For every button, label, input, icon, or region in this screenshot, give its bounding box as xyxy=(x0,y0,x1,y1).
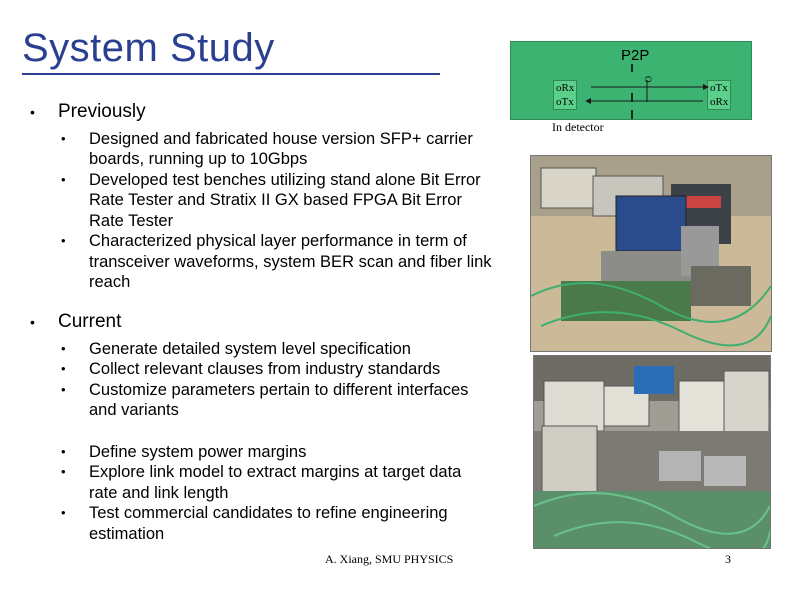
section-heading: • Current xyxy=(30,312,494,333)
box-label: oTx xyxy=(710,82,728,94)
slide-title: System Study xyxy=(22,26,275,70)
list-item: • Test commercial candidates to refine engineering estimation xyxy=(30,503,494,544)
box-label: oTx xyxy=(556,96,574,108)
footer-author: A. Xiang, SMU PHYSICS xyxy=(325,552,454,566)
page-number: 3 xyxy=(725,552,731,566)
list-item: • Customize parameters pertain to different interfaces and variants xyxy=(30,380,494,421)
fiber-link-lines xyxy=(511,42,751,119)
list-item: • Developed test benches utilizing stand alone Bit Error Rate Tester and Stratix II GX based FPGA Bit Error Rate Tester xyxy=(30,170,494,232)
section-current xyxy=(30,312,494,544)
p2p-diagram xyxy=(510,41,752,120)
title-underline xyxy=(22,73,440,75)
section-previously xyxy=(30,102,494,293)
connector-label: O xyxy=(643,76,653,83)
list-item: • Generate detailed system level specification xyxy=(30,339,494,360)
diagram-caption: In detector xyxy=(552,120,604,134)
list-item: • Collect relevant clauses from industry standards xyxy=(30,359,494,380)
list-item: • Define system power margins xyxy=(30,442,494,463)
test-bench-photo xyxy=(530,155,772,352)
section-heading: • Previously xyxy=(30,102,494,123)
list-item: • Designed and fabricated house version SFP+ carrier boards, running up to 10Gbps xyxy=(30,129,494,170)
list-item: • Characterized physical layer performance in term of transceiver waveforms, system BER scan and fiber link reach xyxy=(30,231,494,293)
list-item: • Explore link model to extract margins at target data rate and link length xyxy=(30,462,494,503)
lab-equipment-photo xyxy=(533,355,771,549)
diagram-title: P2P xyxy=(621,47,650,64)
box-label: oRx xyxy=(556,82,575,94)
box-label: oRx xyxy=(710,96,729,108)
